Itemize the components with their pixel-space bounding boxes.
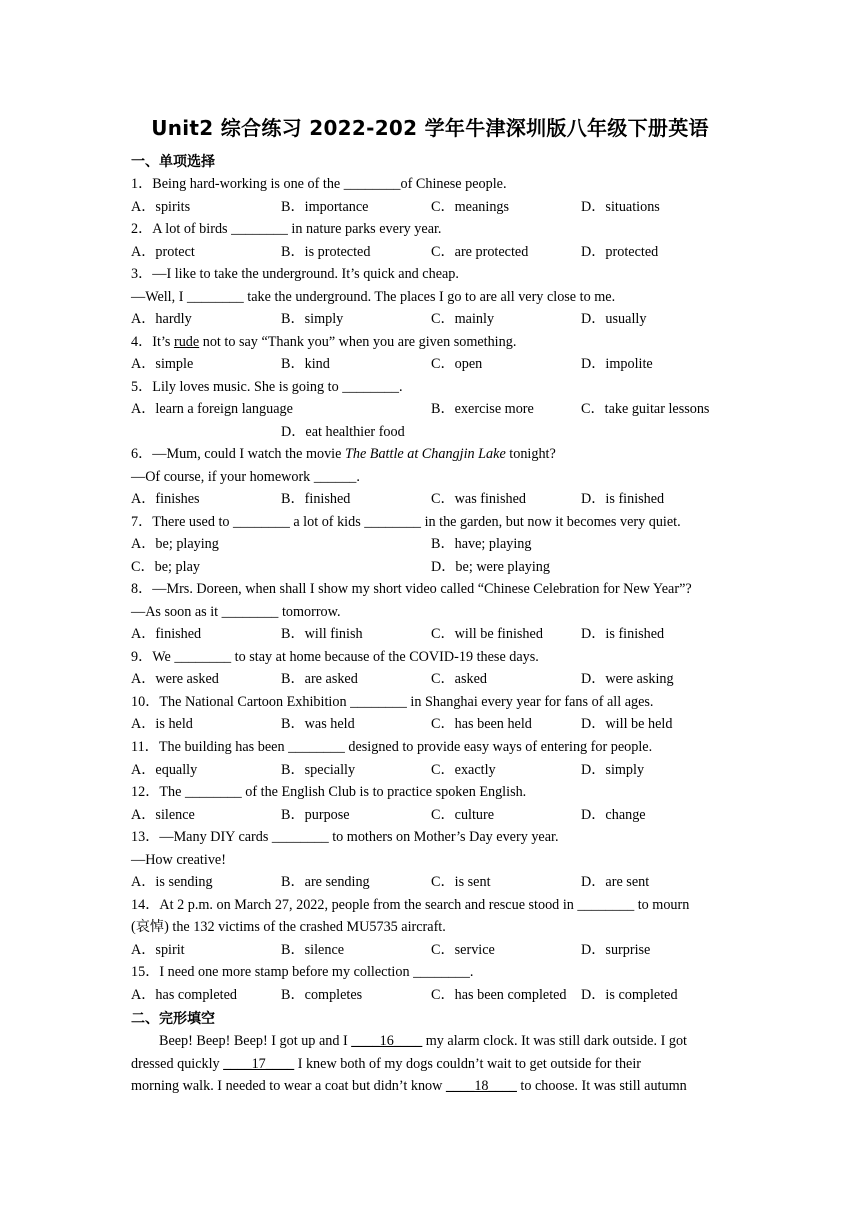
- q5-option-c: C．take guitar lessons: [581, 401, 710, 417]
- q4-option-b: B．kind: [281, 356, 330, 372]
- question-1: 1．Being hard-working is one of the ________of Chinese people.: [131, 176, 507, 192]
- cloze-text: morning walk. I needed to wear a coat but didn’t know: [131, 1078, 446, 1094]
- question-14-continued: (哀悼) the 132 victims of the crashed MU5735 aircraft.: [131, 919, 446, 935]
- q11-option-c: C．exactly: [431, 762, 496, 778]
- question-13-response: —How creative!: [131, 852, 226, 868]
- question-12: 12．The ________ of the English Club is to practice spoken English.: [131, 784, 527, 800]
- q6-text-post: tonight?: [505, 446, 556, 462]
- section-heading-multiple-choice: 一、单项选择: [131, 154, 215, 170]
- cloze-text: I knew both of my dogs couldn’t wait to get outside for their: [294, 1056, 642, 1072]
- q8-option-a: A．finished: [131, 626, 202, 642]
- question-13: 13．—Many DIY cards ________ to mothers on Mother’s Day every year.: [131, 829, 559, 845]
- q12-option-c: C．culture: [431, 807, 495, 823]
- q10-option-c: C．has been held: [431, 716, 532, 732]
- q6-option-a: A．finishes: [131, 491, 200, 507]
- q15-option-a: A．has completed: [131, 987, 237, 1003]
- question-3-response: —Well, I ________ take the underground. The places I go to are all very close to me.: [131, 289, 616, 305]
- q13-option-b: B．are sending: [281, 874, 370, 890]
- q2-option-d: D．protected: [581, 244, 659, 260]
- cloze-text: Beep! Beep! Beep! I got up and I: [159, 1033, 352, 1049]
- question-3: 3．—I like to take the underground. It’s quick and cheap.: [131, 266, 459, 282]
- q4-option-a: A．simple: [131, 356, 194, 372]
- q15-option-b: B．completes: [281, 987, 363, 1003]
- q4-option-d: D．impolite: [581, 356, 653, 372]
- question-15: 15．I need one more stamp before my collection ________.: [131, 964, 474, 980]
- q7-option-c: C．be; play: [131, 559, 200, 575]
- q11-option-b: B．specially: [281, 762, 356, 778]
- q13-option-a: A．is sending: [131, 874, 213, 890]
- cloze-text: dressed quickly: [131, 1056, 224, 1072]
- question-8: 8．—Mrs. Doreen, when shall I show my short video called “Chinese Celebration for New Year”?: [131, 581, 692, 597]
- blank-16: ____16____: [351, 1033, 423, 1049]
- question-5: 5．Lily loves music. She is going to ________.: [131, 379, 403, 395]
- question-11: 11．The building has been ________ designed to provide easy ways of entering for people.: [131, 739, 653, 755]
- q7-option-b: B．have; playing: [431, 536, 532, 552]
- q8-option-d: D．is finished: [581, 626, 665, 642]
- blank-17: ____17____: [223, 1056, 295, 1072]
- cloze-line-1: [159, 1030, 759, 1053]
- q12-option-b: B．purpose: [281, 807, 350, 823]
- q2-option-c: C．are protected: [431, 244, 529, 260]
- q6-option-d: D．is finished: [581, 491, 665, 507]
- q10-option-a: A．is held: [131, 716, 193, 732]
- q4-text-pre: 4．It’s: [131, 334, 174, 350]
- q3-option-d: D．usually: [581, 311, 647, 327]
- q4-underlined-word: rude: [173, 334, 200, 350]
- q10-option-d: D．will be held: [581, 716, 673, 732]
- q9-option-c: C．asked: [431, 671, 487, 687]
- q13-option-c: C．is sent: [431, 874, 491, 890]
- q6-text-pre: 6．—Mum, could I watch the movie: [131, 446, 345, 462]
- q11-option-d: D．simply: [581, 762, 645, 778]
- q14-option-b: B．silence: [281, 942, 345, 958]
- question-6: [131, 445, 556, 463]
- q1-option-b: B．importance: [281, 199, 369, 215]
- q2-option-a: A．protect: [131, 244, 195, 260]
- q12-option-a: A．silence: [131, 807, 195, 823]
- q1-option-c: C．meanings: [431, 199, 510, 215]
- q4-text-post: not to say “Thank you” when you are given something.: [199, 334, 517, 350]
- question-6-response: —Of course, if your homework ______.: [131, 469, 360, 485]
- q7-option-a: A．be; playing: [131, 536, 219, 552]
- question-2: 2．A lot of birds ________ in nature parks every year.: [131, 221, 442, 237]
- q1-option-d: D．situations: [581, 199, 660, 215]
- question-8-response: —As soon as it ________ tomorrow.: [131, 604, 341, 620]
- cloze-text: my alarm clock. It was still dark outside. I got: [422, 1033, 687, 1049]
- q6-option-b: B．finished: [281, 491, 351, 507]
- q1-option-a: A．spirits: [131, 199, 191, 215]
- q6-movie-title: The Battle at Changjin Lake: [344, 446, 506, 462]
- q13-option-d: D．are sent: [581, 874, 650, 890]
- q14-option-a: A．spirit: [131, 942, 185, 958]
- cloze-line-3: [131, 1075, 731, 1098]
- question-7: 7．There used to ________ a lot of kids ________ in the garden, but now it becomes very quiet.: [131, 514, 681, 530]
- q15-option-d: D．is completed: [581, 987, 678, 1003]
- section-heading-cloze: 二、完形填空: [131, 1011, 215, 1027]
- question-14: 14．At 2 p.m. on March 27, 2022, people from the search and rescue stood in ________ to mourn: [131, 897, 690, 913]
- q3-option-b: B．simply: [281, 311, 344, 327]
- q7-option-d: D．be; were playing: [431, 559, 550, 575]
- question-4: [131, 333, 516, 351]
- blank-18: ____18____: [445, 1078, 517, 1094]
- q5-option-d: D．eat healthier food: [281, 424, 405, 440]
- q3-option-a: A．hardly: [131, 311, 192, 327]
- q8-option-b: B．will finish: [281, 626, 363, 642]
- q5-option-b: B．exercise more: [431, 401, 534, 417]
- q11-option-a: A．equally: [131, 762, 198, 778]
- cloze-text: to choose. It was still autumn: [516, 1078, 687, 1094]
- q14-option-c: C．service: [431, 942, 495, 958]
- q9-option-a: A．were asked: [131, 671, 219, 687]
- q15-option-c: C．has been completed: [431, 987, 567, 1003]
- q14-option-d: D．surprise: [581, 942, 651, 958]
- q5-option-a: A．learn a foreign language: [131, 401, 293, 417]
- question-10: 10．The National Cartoon Exhibition ________ in Shanghai every year for fans of all ages.: [131, 694, 654, 710]
- cloze-line-2: [131, 1053, 731, 1076]
- q2-option-b: B．is protected: [281, 244, 371, 260]
- q9-option-b: B．are asked: [281, 671, 358, 687]
- q6-option-c: C．was finished: [431, 491, 526, 507]
- q12-option-d: D．change: [581, 807, 646, 823]
- q3-option-c: C．mainly: [431, 311, 495, 327]
- q10-option-b: B．was held: [281, 716, 355, 732]
- q8-option-c: C．will be finished: [431, 626, 543, 642]
- question-9: 9．We ________ to stay at home because of the COVID-19 these days.: [131, 649, 539, 665]
- page-title: Unit2 综合练习 2022-202 学年牛津深圳版八年级下册英语: [151, 116, 709, 140]
- q9-option-d: D．were asking: [581, 671, 674, 687]
- q4-option-c: C．open: [431, 356, 483, 372]
